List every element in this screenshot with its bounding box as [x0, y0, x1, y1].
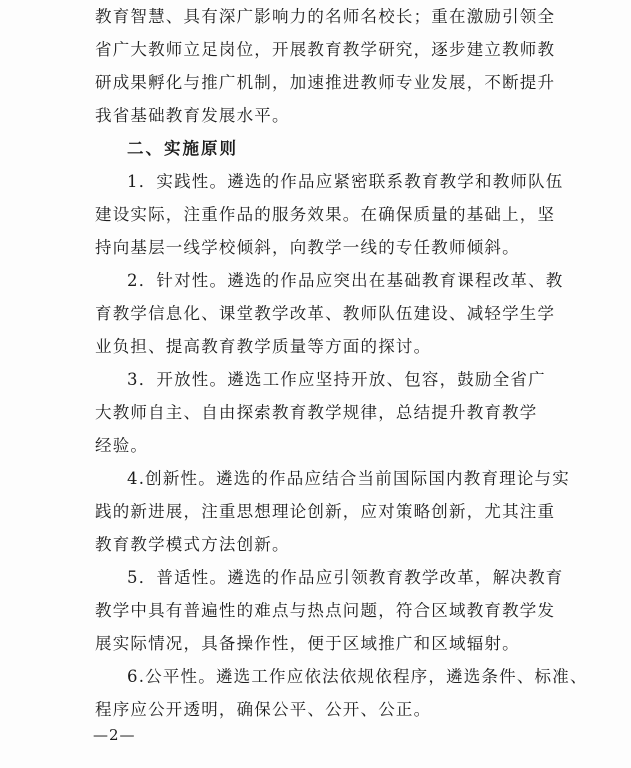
- text-line: 省广大教师立足岗位，开展教育教学研究，逐步建立教师教: [95, 40, 556, 59]
- paragraph: [95, 4, 556, 136]
- text-line: 教学中具有普遍性的难点与热点问题，符合区域教育教学发: [95, 601, 556, 620]
- page-number: —2—: [93, 726, 136, 744]
- text-line: 建设实际，注重作品的服务效果。在确保质量的基础上，坚: [95, 205, 556, 224]
- paragraph: [95, 565, 564, 664]
- text-line: 2．针对性。遴选的作品应突出在基础教育课程改革、教: [127, 271, 564, 290]
- text-line: 经验。: [95, 436, 149, 455]
- heading-text: 二、实施原则: [127, 139, 238, 158]
- text-line: 践的新进展，注重思想理论创新，应对策略创新，尤其注重: [95, 502, 556, 521]
- text-line: 教育智慧、具有深广影响力的名师名校长；重在激励引领全: [95, 7, 556, 26]
- text-line: 教育教学模式方法创新。: [95, 535, 290, 554]
- text-line: 育教学信息化、课堂教学改革、教师队伍建设、减轻学生学: [95, 304, 556, 323]
- text-line: 5．普适性。遴选的作品应引领教育教学改革，解决教育: [127, 568, 564, 587]
- text-line: 4.创新性。遴选的作品应结合当前国际国内教育理论与实: [127, 469, 570, 488]
- text-line: 程序应公开透明，确保公平、公开、公正。: [95, 700, 432, 719]
- paragraph: [95, 169, 564, 268]
- document-body: [95, 4, 588, 730]
- text-line: 我省基础教育发展水平。: [95, 106, 290, 125]
- section-heading: [95, 136, 535, 169]
- text-line: 业负担、提高教育教学质量等方面的探讨。: [95, 337, 432, 356]
- text-line: 展实际情况，具备操作性，便于区域推广和区域辐射。: [95, 634, 520, 653]
- text-line: 1．实践性。遴选的作品应紧密联系教育教学和教师队伍: [127, 172, 564, 191]
- text-line: 大教师自主、自由探索教育教学规律，总结提升教育教学: [95, 403, 538, 422]
- paragraph: [95, 268, 564, 367]
- text-line: 持向基层一线学校倾斜，向教学一线的专任教师倾斜。: [95, 238, 520, 257]
- text-line: 研成果孵化与推广机制，加速推进教师专业发展，不断提升: [95, 73, 556, 92]
- text-line: 3．开放性。遴选工作应坚持开放、包容，鼓励全省广: [127, 370, 546, 389]
- paragraph: [95, 367, 546, 466]
- paragraph: [95, 664, 588, 730]
- text-line: 6.公平性。遴选工作应依法依规依程序，遴选条件、标准、: [127, 667, 588, 686]
- paragraph: [95, 466, 570, 565]
